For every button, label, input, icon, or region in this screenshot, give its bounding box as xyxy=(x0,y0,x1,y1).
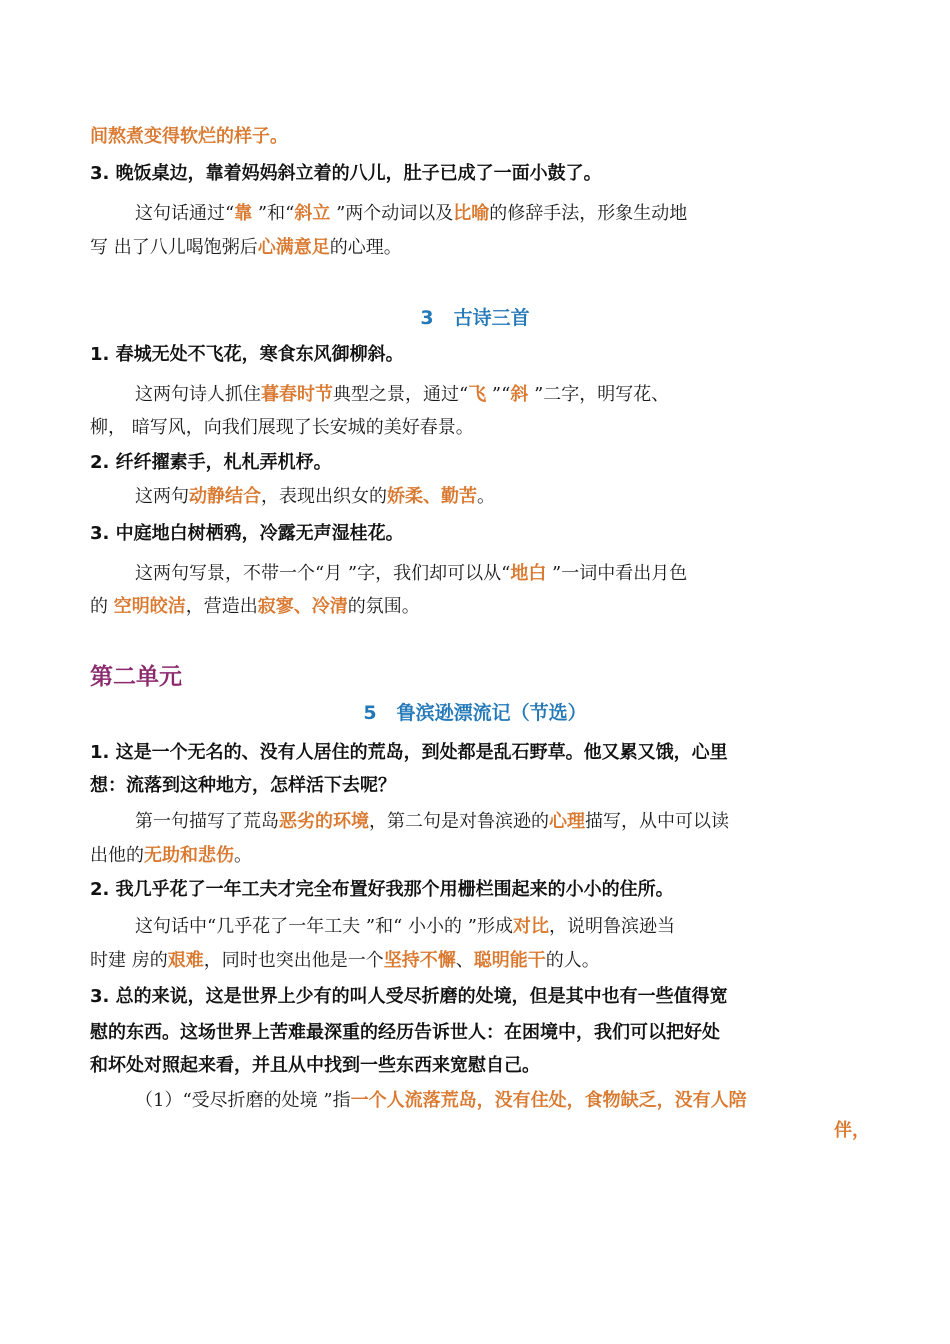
lesson-5-answer-2-line2: 时建 房的艰难，同时也突出他是一个坚持不懈、聪明能干的人。 xyxy=(90,950,600,971)
lesson-5-answer-1-line1: 第一句描写了荒岛恶劣的环境，第二句是对鲁滨逊的心理描写，从中可以读 xyxy=(135,811,729,832)
lesson-3-answer-2: 这两句动静结合，表现出织女的娇柔、勤苦。 xyxy=(135,486,495,507)
question-top-3: 3. 晚饭桌边，靠着妈妈斜立着的八儿，肚子已成了一面小鼓了。 xyxy=(90,163,602,184)
lesson-3-question-1: 1. 春城无处不飞花，寒食东风御柳斜。 xyxy=(90,344,404,365)
answer-top-3-line2: 写 出了八儿喝饱粥后心满意足的心理。 xyxy=(90,237,402,258)
answer-top-3-line1: 这句话通过“靠 ”和“斜立 ”两个动词以及比喻的修辞手法，形象生动地 xyxy=(135,203,688,224)
lesson-5-answer-3-line1: （1）“受尽折磨的处境 ”指一个人流落荒岛，没有住处，食物缺乏，没有人陪 xyxy=(135,1090,747,1111)
lesson-5-question-3-line3: 和坏处对照起来看，并且从中找到一些东西来宽慰自己。 xyxy=(90,1055,540,1076)
lesson-3-answer-3-line2: 的 空明皎洁，营造出寂寥、冷清的氛围。 xyxy=(90,596,420,617)
lesson-3-answer-3-line1: 这两句写景，不带一个“月 ”字，我们却可以从“地白 ”一词中看出月色 xyxy=(135,563,688,584)
lesson-5-title: 5 鲁滨逊漂流记（节选） xyxy=(363,702,587,724)
unit-2-title: 第二单元 xyxy=(90,663,182,690)
lesson-5-answer-1-line2: 出他的无助和悲伤。 xyxy=(90,845,252,866)
lesson-3-answer-1-line2: 柳， 暗写风，向我们展现了长安城的美好春景。 xyxy=(90,417,474,438)
lesson-5-question-3-line1: 3. 总的来说，这是世界上少有的叫人受尽折磨的处境，但是其中也有一些值得宽 xyxy=(90,986,728,1007)
lesson-5-question-2: 2. 我几乎花了一年工夫才完全布置好我那个用栅栏围起来的小小的住所。 xyxy=(90,879,674,900)
lesson-3-title: 3 古诗三首 xyxy=(420,307,530,329)
lesson-3-question-3: 3. 中庭地白树栖鸦，冷露无声湿桂花。 xyxy=(90,523,404,544)
lesson-5-answer-3-line2: 伴， xyxy=(834,1120,870,1141)
continued-answer: 间熬煮变得软烂的样子。 xyxy=(90,126,288,147)
lesson-5-question-3-line2: 慰的东西。这场世界上苦难最深重的经历告诉世人：在困境中，我们可以把好处 xyxy=(90,1022,720,1043)
lesson-5-answer-2-line1: 这句话中“几乎花了一年工夫 ”和“ 小小的 ”形成对比，说明鲁滨逊当 xyxy=(135,916,675,937)
lesson-5-question-1-line1: 1. 这是一个无名的、没有人居住的荒岛，到处都是乱石野草。他又累又饿，心里 xyxy=(90,742,728,763)
lesson-3-answer-1-line1: 这两句诗人抓住暮春时节典型之景，通过“飞 ”“斜 ”二字，明写花、 xyxy=(135,384,670,405)
lesson-5-question-1-line2: 想：流落到这种地方，怎样活下去呢？ xyxy=(90,775,396,796)
lesson-3-question-2: 2. 纤纤擢素手，札札弄机杼。 xyxy=(90,452,332,473)
